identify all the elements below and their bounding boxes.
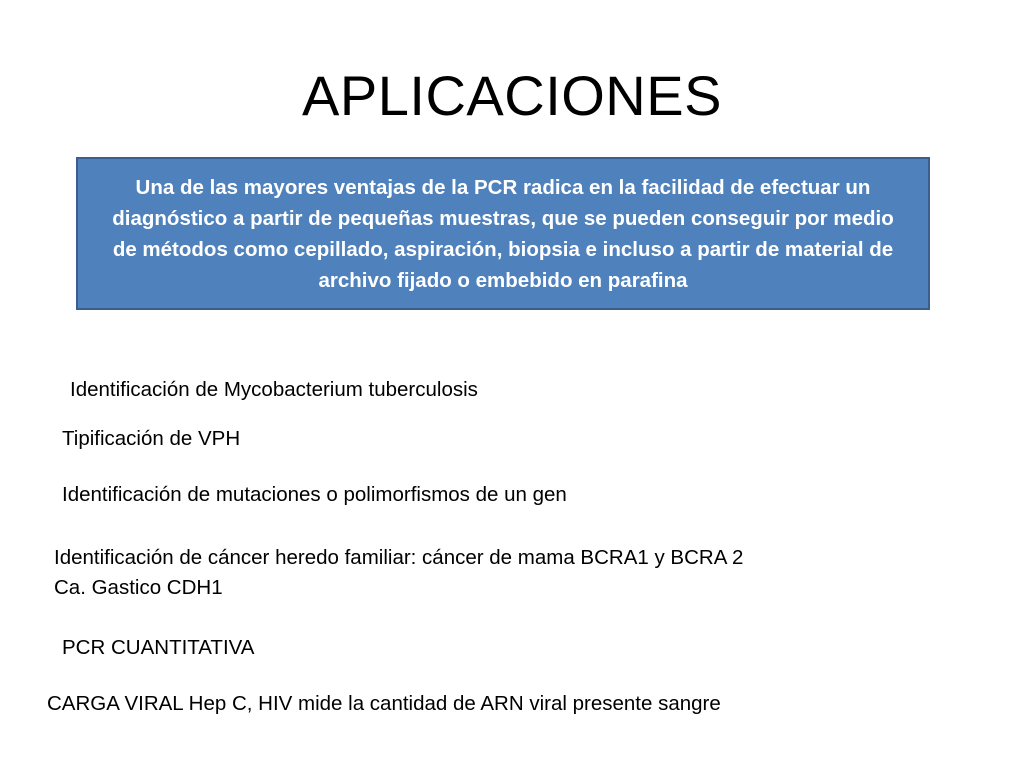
list-item-tuberculosis: Identificación de Mycobacterium tuberculosis <box>70 378 478 401</box>
list-item-mutaciones: Identificación de mutaciones o polimorfismos de un gen <box>62 483 567 506</box>
list-item-cancer-hereditario <box>54 543 743 603</box>
list-item-pcr-cuantitativa: PCR CUANTITATIVA <box>62 636 255 659</box>
info-box <box>76 157 930 310</box>
slide-title: APLICACIONES <box>302 64 722 127</box>
list-item-vph: Tipificación de VPH <box>62 427 241 450</box>
list-item-carga-viral: CARGA VIRAL Hep C, HIV mide la cantidad de ARN viral presente sangre <box>47 692 721 715</box>
list-item-cancer-line-1: Identificación de cáncer heredo familiar: cáncer de mama BCRA1 y BCRA 2 <box>54 546 744 569</box>
list-item-cancer-line-2: Ca. Gastico CDH1 <box>54 576 223 599</box>
info-box-text: Una de las mayores ventajas de la PCR radica en la facilidad de efectuar un diagnóstico a partir de pequeñas muestras, que se pueden conseguir por medio de métodos como cepillado, aspiración, biopsia e incluso a partir de material de archivo fijado o embebido en parafina <box>112 175 894 292</box>
